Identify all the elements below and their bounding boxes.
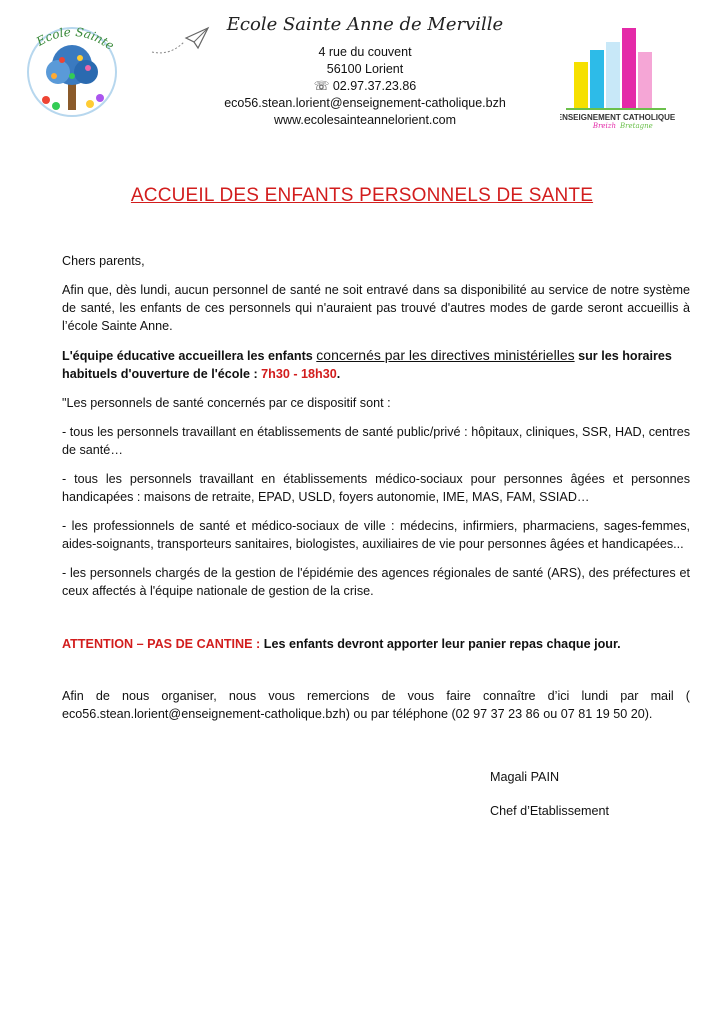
list-item: - tous les personnels travaillant en établissements médico-sociaux pour personnes âgées et personnes handicapées : maisons de retraite, EPAD, USLD, foyers autonomie, IME, MAS, FAM, SSIAD… [62,472,690,504]
team-text-highlight: concernés par les directives ministérielles [316,347,575,363]
list-item: - tous les personnels travaillant en établissements de santé public/privé : hôpitaux, cliniques, SSR, HAD, centres de santé… [62,425,690,457]
signature-role: Chef d’Etablissement [490,804,610,818]
attention-text: Les enfants devront apporter leur panier repas chaque jour. [263,637,621,651]
logo-right-label: ENSEIGNEMENT CATHOLIQUE [560,113,676,122]
logo-right-breizh: Breizh [592,122,616,130]
address-street: 4 rue du couvent [318,45,412,59]
attention-label: ATTENTION – PAS DE CANTINE : [62,637,264,651]
school-logo [22,20,142,120]
team-text-a: L'équipe éducative accueillera les enfants [62,349,317,363]
list-intro: "Les personnels de santé concernés par ce dispositif sont : [62,396,391,410]
list-item: - les professionnels de santé et médico-sociaux de ville : médecins, infirmiers, pharmaciens, sages-femmes, aides-soignants, transporteurs sanitaires, biologistes, auxiliaires de vie pour personnes âgées et handicapées... [62,519,690,551]
letter-title: ACCUEIL DES ENFANTS PERSONNELS DE SANTE [130,185,594,206]
enseignement-catholique-logo [560,22,680,130]
email-address: eco56.stean.lorient@enseignement-catholique.bzh [224,96,506,110]
attention-notice [62,635,690,653]
team-paragraph [62,346,690,383]
team-text-b: sur les horaires habituels d'ouverture de l'école : [62,349,672,381]
opening-hours: 7h30 - 18h30 [261,367,337,381]
address-city: 56100 Lorient [326,62,404,76]
closing-paragraph: Afin de nous organiser, nous vous remercions de vous faire connaître d’ici lundi par mail ( eco56.stean.lorient@enseignement-catholique.bzh) ou par téléphone (02 97 37 23 86 ou 07 81 19 50 20). [62,689,690,721]
signature-name: Magali PAIN [490,770,560,784]
letter-body [62,252,690,723]
greeting: Chers parents, [62,254,145,268]
phone-number: ☏ 02.97.37.23.86 [313,79,417,93]
intro-paragraph: Afin que, dès lundi, aucun personnel de santé ne soit entravé dans sa disponibilité au service de notre système de santé, les enfants de ces personnels qui n'auraient pas trouvé d'autres modes de garde seront accueillis à l’école Sainte Anne. [62,283,690,333]
logo-right-bretagne: Bretagne [620,122,653,130]
team-text-end: . [336,367,341,381]
website-url: www.ecolesainteannelorient.com [273,113,457,127]
school-name: Ecole Sainte Anne de Merville [226,14,504,35]
list-item: - les personnels chargés de la gestion de l'épidémie des agences régionales de santé (ARS), des préfectures et ceux affectés à l'équipe nationale de gestion de la crise. [62,566,690,598]
logo-arc-text: Ecole Sainte [34,24,117,53]
